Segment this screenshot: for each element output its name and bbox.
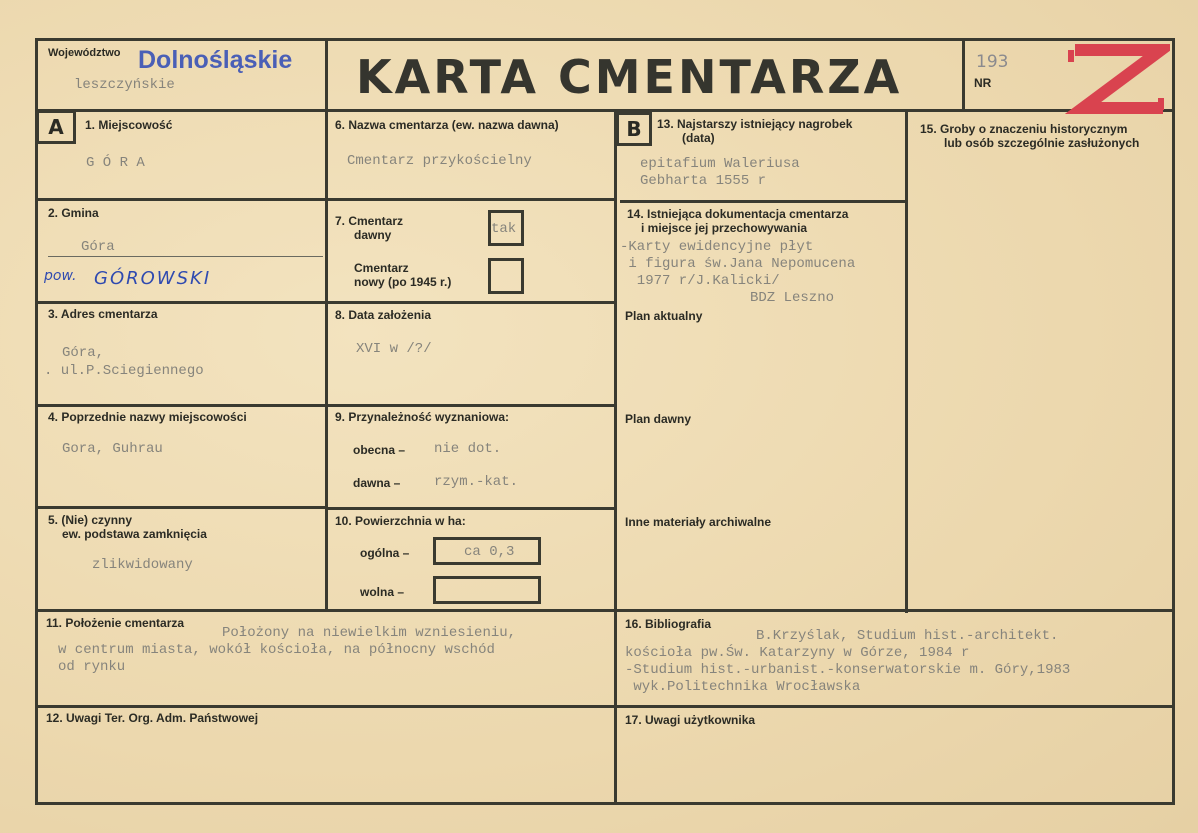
field-3-line1: Góra, [62,345,105,361]
divider [35,301,327,304]
field-3-label: 3. Adres cmentarza [48,307,158,321]
nr-value: 193 [976,52,1009,72]
cmentarz-nowy-checkbox[interactable] [488,258,524,294]
field-14-line2: i figura św.Jana Nepomucena [620,256,856,272]
field-16-line3: -Studium hist.-urbanist.-konserwatorskie m. Góry,1983 [625,662,1071,678]
divider [962,38,965,111]
page-title: KARTA CMENTARZA [356,50,903,104]
inne-materialy-label: Inne materiały archiwalne [625,515,772,529]
field-1-label: 1. Miejscowość [85,118,173,132]
field-14-label-2: i miejsce jej przechowywania [641,221,808,235]
field-16-line2: kościoła pw.Św. Katarzyny w Górze, 1984 r [625,645,970,661]
wolna-field[interactable] [433,576,541,604]
field-13-line2: Gebharta 1555 r [640,173,767,189]
field-14-line1: -Karty ewidencyjne płyt [620,239,814,255]
field-7-dawny-label-2: dawny [354,228,392,242]
ogolna-field[interactable] [433,537,541,565]
field-14-line4: BDZ Leszno [750,290,835,306]
field-13-line1: epitafium Waleriusa [640,156,800,172]
field-13-label: 13. Najstarszy istniejący nagrobek [657,117,853,131]
field-12-label: 12. Uwagi Ter. Org. Adm. Państwowej [46,711,259,725]
divider [325,38,328,111]
ogolna-label: ogólna – [360,546,410,560]
divider [35,705,1175,708]
field-8-value: XVI w /?/ [356,341,432,357]
field-2-value: Góra [81,239,115,255]
field-3-line2: . ul.P.Sciegiennego [44,363,204,379]
divider [325,507,616,510]
divider [905,109,908,613]
red-z-mark-icon [1065,44,1170,116]
divider [325,198,616,201]
wolna-label: wolna – [360,585,405,599]
cmentarz-dawny-value: tak [491,221,517,237]
field-16-line4: wyk.Politechnika Wrocławska [625,679,861,695]
field-7-dawny-label: 7. Cmentarz [335,214,404,228]
nr-label: NR [974,76,992,90]
section-b-badge: B [616,112,652,146]
divider [35,109,1175,112]
plan-dawny-label: Plan dawny [625,412,692,426]
field-16-label: 16. Bibliografia [625,617,712,631]
dawna-value: rzym.-kat. [434,474,519,490]
divider [614,109,617,805]
underline [48,256,323,257]
cmentarz-dawny-checkbox[interactable] [488,210,524,246]
plan-aktualny-label: Plan aktualny [625,309,703,323]
divider [35,404,327,407]
field-14-line3: 1977 r/J.Kalicki/ [620,273,780,289]
divider [325,404,616,407]
field-6-label: 6. Nazwa cmentarza (ew. nazwa dawna) [335,118,559,132]
field-4-label: 4. Poprzednie nazwy miejscowości [48,410,247,424]
obecna-value: nie dot. [434,441,502,457]
divider [35,802,1175,805]
field-16-line1: B.Krzyślak, Studium hist.-architekt. [756,628,1059,644]
field-10-label: 10. Powierzchnia w ha: [335,514,466,528]
field-11-line3: od rynku [58,659,126,675]
divider [35,506,327,509]
field-5-label-2: ew. podstawa zamknięcia [62,527,207,541]
field-15-label-2: lub osób szczególnie zasłużonych [944,136,1140,150]
field-2-handwritten: GÓROWSKI [94,268,212,289]
divider [325,301,616,304]
field-11-line1: Położony na niewielkim wzniesieniu, [222,625,517,641]
obecna-label: obecna – [353,443,406,457]
field-15-label: 15. Groby o znaczeniu historycznym [920,122,1128,136]
field-7-nowy-label: Cmentarz [354,261,409,275]
field-6-value: Cmentarz przykościelny [347,153,532,169]
field-8-label: 8. Data założenia [335,308,432,322]
field-13-label-2: (data) [682,131,715,145]
field-2-label: 2. Gmina [48,206,99,220]
dawna-label: dawna – [353,476,401,490]
field-17-label: 17. Uwagi użytkownika [625,713,756,727]
wojewodztwo-label: Województwo [48,47,121,59]
divider [325,109,328,609]
field-7-nowy-label-2: nowy (po 1945 r.) [354,275,452,289]
field-11-label: 11. Położenie cmentarza [46,616,185,630]
field-11-line2: w centrum miasta, wokół kościoła, na północny wschód [58,642,495,658]
divider [35,198,327,201]
field-9-label: 9. Przynależność wyznaniowa: [335,410,510,424]
field-14-label: 14. Istniejąca dokumentacja cmentarza [627,207,849,221]
section-a-badge: A [36,110,76,144]
wojewodztwo-stamp: Dolnośląskie [138,46,293,74]
divider [35,609,1175,612]
field-1-value: G Ó R A [86,155,145,171]
field-2-handwritten-prefix: pow. [44,268,77,284]
ogolna-value: ca 0,3 [464,544,515,560]
field-4-value: Gora, Guhrau [62,441,163,457]
divider [620,200,907,203]
field-5-value: zlikwidowany [92,557,193,573]
wojewodztwo-typed: leszczyńskie [74,77,175,93]
field-5-label: 5. (Nie) czynny [48,513,133,527]
